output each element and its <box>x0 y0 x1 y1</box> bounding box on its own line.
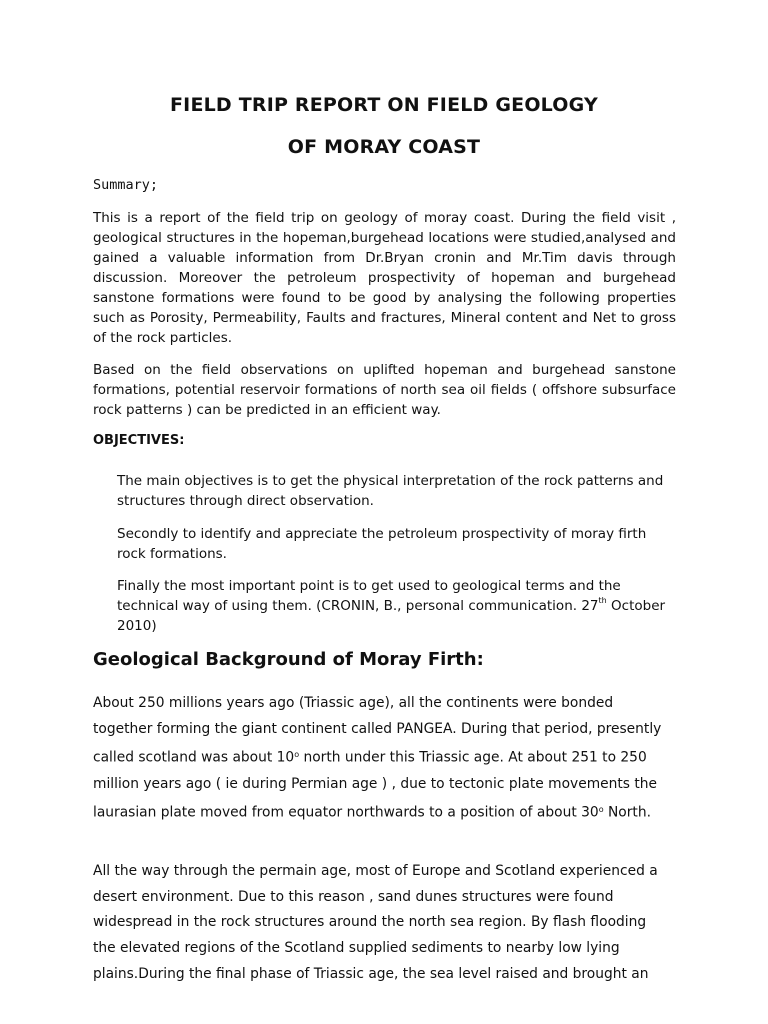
degree-mark: o <box>598 805 604 815</box>
objectives-heading: OBJECTIVES: <box>93 433 185 448</box>
title-line-2: OF MORAY COAST <box>287 136 481 158</box>
background-paragraph-2: All the way through the permain age, most of Europe and Scotland experienced a desert environment. Due to this reason , sand dunes structures were found widespread in the rock structures around the north sea region. By flash flooding the elevated regions of the Scotland supplied sediments to nearby low lying plains.During the final phase of Triassic age, the sea level raised and brought an <box>93 863 658 982</box>
degree-mark: o <box>294 750 300 760</box>
bg-text-b: north under this Triassic age. At about 251 to 250 million years ago ( ie during Permian age ) , due to tectonic plate movements the laurasian plate moved from equator northwards to a position of about 30 <box>93 749 657 821</box>
objective-item-1: The main objectives is to get the physical interpretation of the rock patterns and structures through direct observation. <box>117 473 664 509</box>
title-line-1: FIELD TRIP REPORT ON FIELD GEOLOGY <box>170 94 598 116</box>
ordinal-suffix: th <box>598 595 607 605</box>
summary-paragraph-2: Based on the field observations on uplifted hopeman and burgehead sanstone formations, potential reservoir formations of north sea oil fields ( offshore subsurface rock patterns ) can be predicted in an efficient way. <box>93 362 676 418</box>
objective-3-text: Finally the most important point is to get used to geological terms and the technical way of using them. (CRONIN, B., personal communication. 27 <box>117 578 621 614</box>
objective-item-2: Secondly to identify and appreciate the petroleum prospectivity of moray firth rock formations. <box>117 526 647 562</box>
bg-text-a: About 250 millions years ago (Triassic age), all the continents were bonded together forming the giant continent called PANGEA. During that period, presently called scotland was about 10 <box>93 695 662 766</box>
bg-text-c: North. <box>603 804 651 821</box>
summary-heading: Summary; <box>93 177 159 193</box>
section-heading: Geological Background of Moray Firth: <box>93 649 484 670</box>
background-paragraph-1 <box>93 691 673 826</box>
summary-paragraph-1: This is a report of the field trip on geology of moray coast. During the field visit , geological structures in the hopeman,burgehead locations were studied,analysed and gained a valuable information from Dr.Bryan cronin and Mr.Tim davis through discussion. Moreover the petroleum prospectivity of hopeman and burgehead sanstone formations were found to be good by analysing the following properties such as Porosity, Permeability, Faults and fractures, Mineral content and Net to gross of the rock particles. <box>93 210 676 346</box>
objective-3-date: October 2010) <box>117 598 666 634</box>
objective-item-3 <box>117 576 677 636</box>
